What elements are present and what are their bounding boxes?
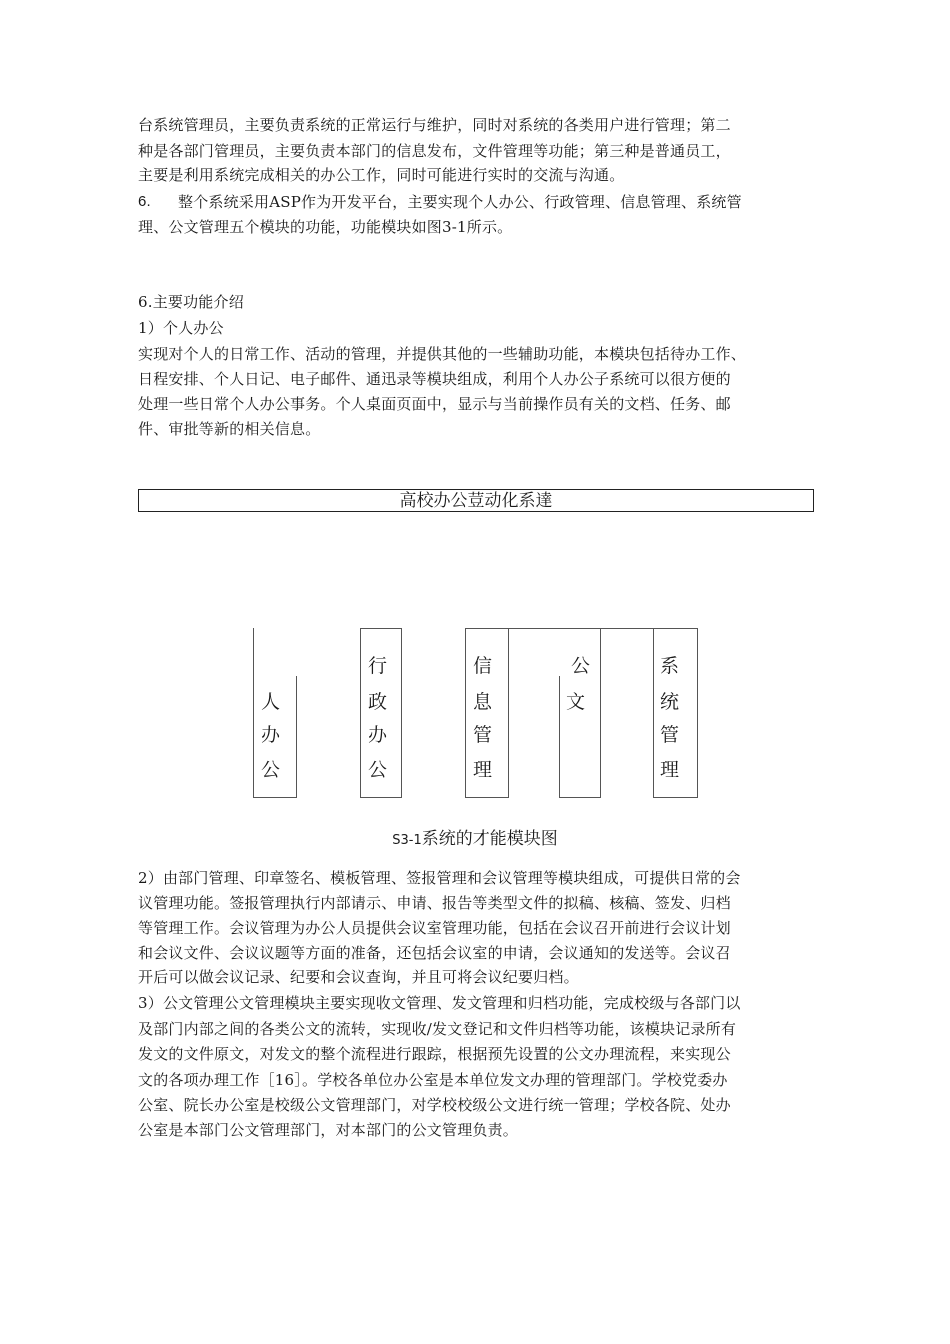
figure-caption [0, 824, 950, 849]
module-char: 理 [473, 759, 493, 781]
caption-prefix: S3-1 [392, 833, 422, 848]
subsection-heading: 1）个人办公 [138, 319, 224, 337]
module-char: 息 [473, 691, 493, 713]
module-border [253, 628, 254, 798]
module-border [360, 628, 402, 629]
paragraph-line: 种是各部门管理员，主要负责本部门的信息发布，文件管理等功能；第三种是普通员工， [138, 142, 731, 160]
module-border [360, 797, 402, 798]
list-number: 6. [138, 193, 151, 210]
paragraph-line: 3）公文管理公文管理模块主要实现收文管理、发文管理和归档功能，完成校级与各部门以 [138, 994, 741, 1012]
module-char: 管 [473, 724, 493, 746]
diagram-title: 高校办公荳动化系達 [399, 491, 553, 511]
module-border [465, 797, 509, 798]
section-heading: 6.主要功能介绍 [138, 293, 244, 311]
module-char: 文 [566, 691, 586, 713]
paragraph-line: 整个系统采用ASP作为开发平台，主要实现个人办公、行政管理、信息管理、系统管 [178, 193, 742, 211]
paragraph-line: 等管理工作。会议管理为办公人员提供会议室管理功能，包括在会议召开前进行会议计划 [138, 919, 731, 937]
module-border [559, 797, 601, 798]
paragraph-line: 实现对个人的日常工作、活动的管理，并提供其他的一些辅助功能，本模块包括待办工作、 [138, 345, 747, 363]
module-border [559, 676, 560, 798]
module-border [465, 628, 466, 798]
paragraph-line: 2）由部门管理、印章签名、模板管理、签报管理和会议管理等模块组成，可提供日常的会 [138, 869, 741, 887]
module-border [508, 628, 509, 798]
module-border [253, 797, 297, 798]
paragraph-line: 开后可以做会议记录、纪要和会议查询，并且可将会议纪要归档。 [138, 968, 579, 986]
module-char: 信 [473, 655, 493, 677]
module-border [653, 628, 698, 629]
paragraph-line: 议管理功能。签报管理执行内部请示、申请、报告等类型文件的拟稿、核稿、签发、归档 [138, 894, 731, 912]
module-char: 管 [660, 724, 680, 746]
module-border [653, 628, 654, 798]
module-char: 公 [368, 759, 388, 781]
diagram-title-box [138, 489, 814, 512]
paragraph-line: 及部门内部之间的各类公文的流转，实现收/发文登记和文件归档等功能，该模块记录所有 [138, 1020, 737, 1038]
module-border [653, 797, 698, 798]
module-border [296, 676, 297, 798]
module-border [697, 628, 698, 798]
module-border [600, 628, 601, 798]
module-char: 系 [660, 655, 680, 677]
module-char: 办 [261, 724, 281, 746]
paragraph-line: 台系统管理员，主要负责系统的正常运行与维护，同时对系统的各类用户进行管理；第二 [138, 116, 731, 134]
module-char: 办 [368, 724, 388, 746]
module-char: 统 [660, 691, 680, 713]
paragraph-line: 公室、院长办公室是校级公文管理部门，对学校校级公文进行统一管理；学校各院、处办 [138, 1096, 731, 1114]
module-char: 行 [368, 655, 388, 677]
module-connector [508, 628, 654, 629]
paragraph-line: 件、审批等新的相关信息。 [138, 420, 321, 438]
module-char: 人 [261, 691, 281, 713]
module-char: 政 [368, 691, 388, 713]
paragraph-line: 日程安排、个人日记、电子邮件、通迅录等模块组成，利用个人办公子系统可以很方便的 [138, 370, 731, 388]
module-border [401, 628, 402, 798]
paragraph-line: 和会议文件、会议议题等方面的准备，还包括会议室的申请，会议通知的发送等。会议召 [138, 944, 731, 962]
paragraph-line: 处理一些日常个人办公事务。个人桌面页面中，显示与当前操作员有关的文档、任务、邮 [138, 395, 731, 413]
paragraph-line: 文的各项办理工作［16］。学校各单位办公室是本单位发文办理的管理部门。学校党委办 [138, 1071, 728, 1089]
module-char: 公 [261, 759, 281, 781]
module-border [465, 628, 509, 629]
module-border [360, 628, 361, 798]
module-char: 理 [660, 759, 680, 781]
paragraph-line: 公室是本部门公文管理部门，对本部门的公文管理负责。 [138, 1121, 519, 1139]
paragraph-line: 发文的文件原文，对发文的整个流程进行跟踪，根据预先设置的公文办理流程，来实现公 [138, 1045, 731, 1063]
module-char: 公 [571, 655, 591, 677]
paragraph-line: 理、公文管理五个模块的功能，功能模块如图3-1所示。 [138, 218, 513, 236]
caption-text: 系统的才能模块图 [421, 829, 558, 849]
paragraph-line: 主要是利用系统完成相关的办公工作，同时可能进行实时的交流与沟通。 [138, 166, 625, 184]
